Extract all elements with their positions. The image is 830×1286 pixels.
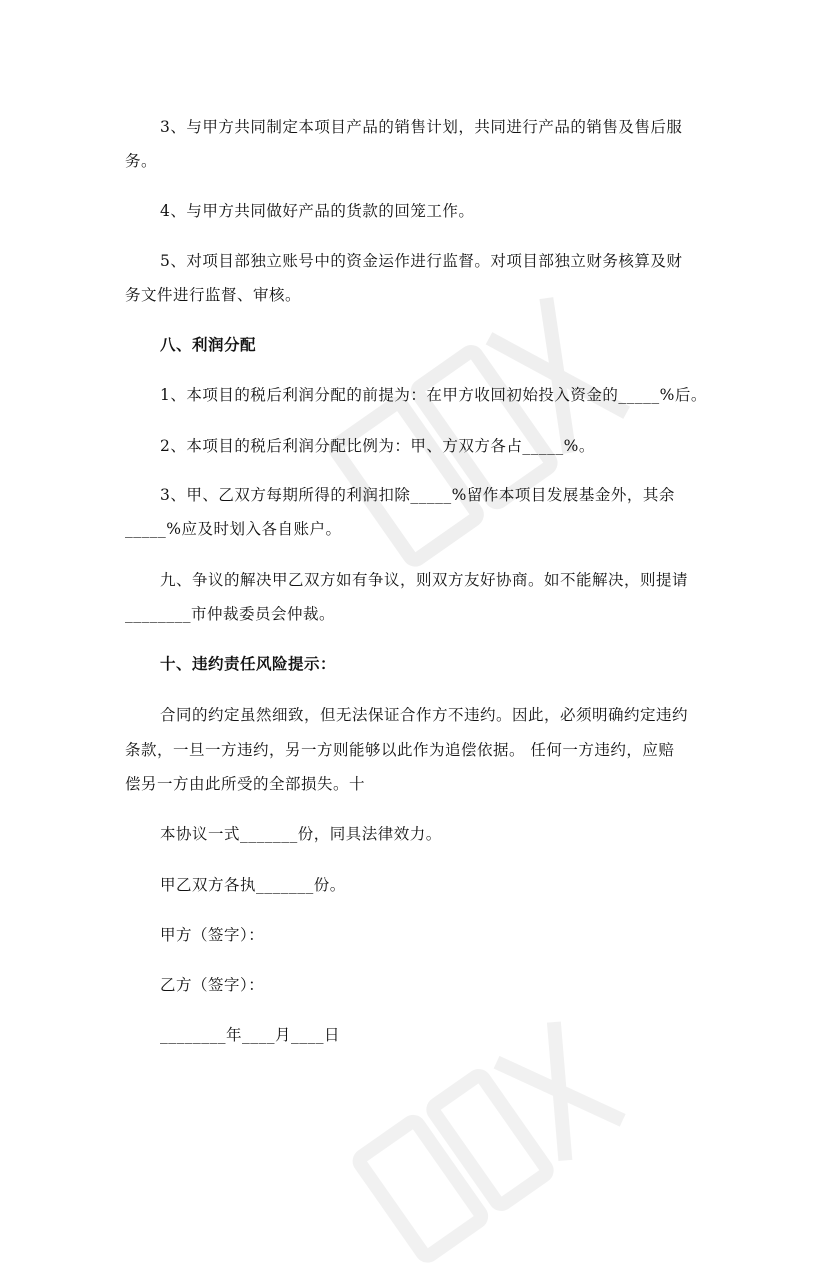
party-b-signature: 乙方（签字）： — [160, 976, 265, 994]
profit-clause-3-line-1: 3、甲、乙双方每期所得的利润扣除_____%留作本项目发展基金外，其余 — [160, 486, 675, 504]
paragraph-5-line-1: 5、对项目部独立账号中的资金运作进行监督。对项目部独立财务核算及财 — [160, 252, 683, 270]
party-a-signature: 甲方（签字）： — [160, 926, 265, 944]
breach-paragraph-line-3: 偿另一方由此所受的全部损失。十 — [125, 775, 366, 793]
paragraph-5-line-2: 务文件进行监督、审核。 — [125, 286, 302, 304]
breach-paragraph-line-2: 条款，一旦一方违约，另一方则能够以此作为追偿依据。 任何一方违约，应赔 — [125, 741, 675, 759]
signing-date: ________年____月____日 — [160, 1026, 341, 1044]
paragraph-4: 4、与甲方共同做好产品的货款的回笼工作。 — [160, 202, 475, 220]
breach-paragraph-line-1: 合同的约定虽然细致，但无法保证合作方不违约。因此，必须明确约定违约 — [160, 706, 689, 724]
profit-clause-3-line-2: _____%应及时划入各自账户。 — [125, 520, 342, 538]
watermark-logo-bottom — [329, 994, 650, 1286]
profit-clause-1: 1、本项目的税后利润分配的前提为：在甲方收回初始投入资金的_____%后。 — [160, 386, 707, 404]
dispute-resolution-line-2: ________市仲裁委员会仲裁。 — [125, 605, 336, 623]
each-party-copies: 甲乙双方各执_______份。 — [160, 876, 346, 894]
paragraph-3-line-1: 3、与甲方共同制定本项目产品的销售计划，共同进行产品的销售及售后服 — [160, 118, 683, 136]
dispute-resolution-line-1: 九、争议的解决甲乙双方如有争议，则双方友好协商。如不能解决，则提请 — [160, 571, 689, 589]
paragraph-3-line-2: 务。 — [125, 152, 158, 170]
section-heading-profit-distribution: 八、利润分配 — [160, 335, 257, 354]
profit-clause-2: 2、本项目的税后利润分配比例为：甲、方双方各占_____%。 — [160, 437, 595, 455]
watermark-logo — [283, 237, 678, 622]
agreement-copies: 本协议一式_______份，同具法律效力。 — [160, 825, 442, 843]
section-heading-breach-risk: 十、违约责任风险提示： — [160, 654, 337, 673]
